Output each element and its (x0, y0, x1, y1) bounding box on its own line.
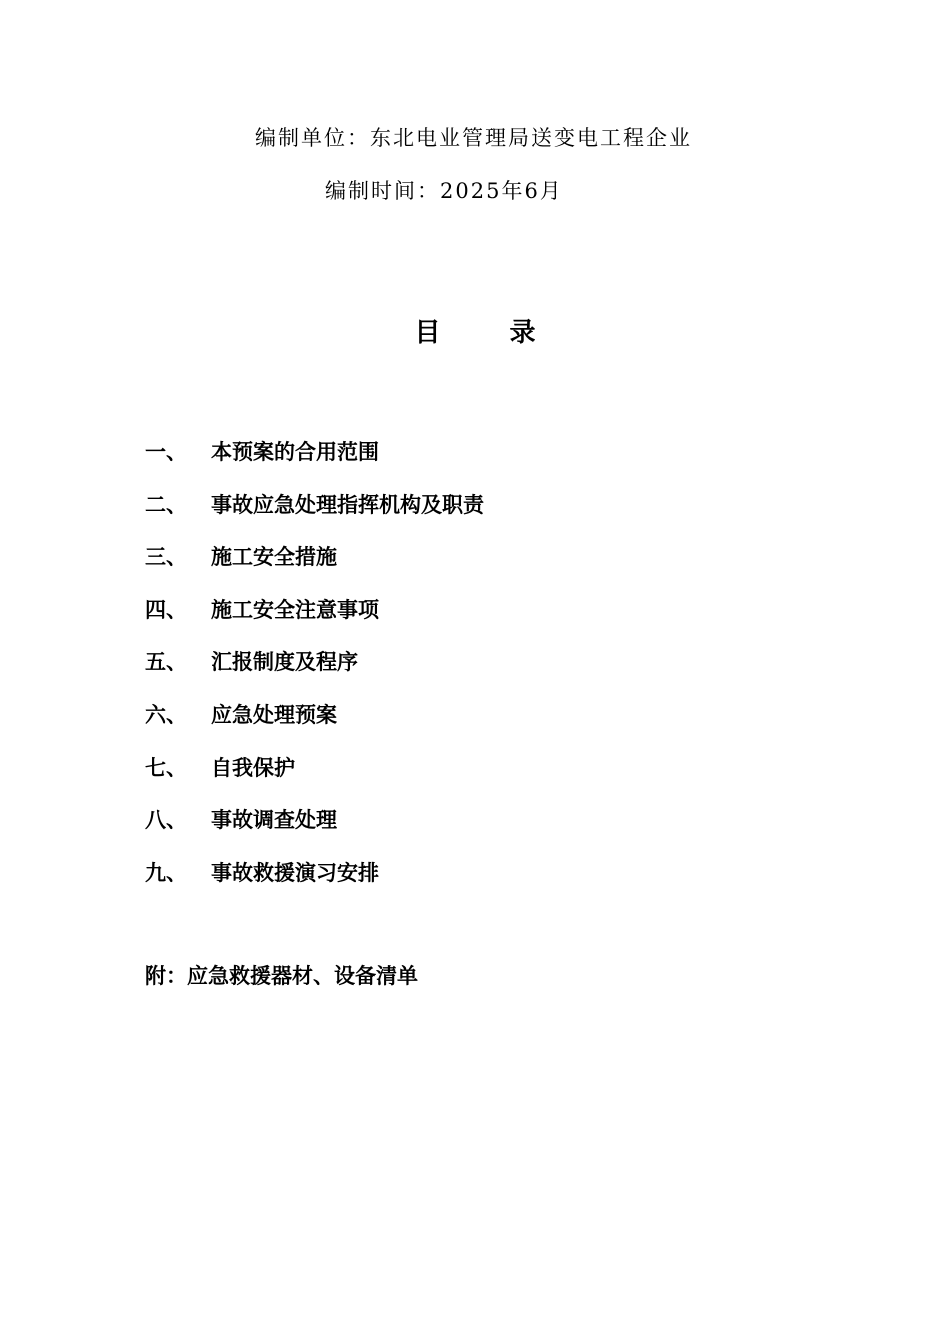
toc-item-title: 汇报制度及程序 (211, 650, 358, 675)
toc-item (145, 752, 484, 805)
toc-item-number: 八、 (145, 808, 187, 833)
toc-item-number: 九、 (145, 860, 187, 885)
toc-title: 目 录 (414, 318, 566, 348)
date-line: 编制时间：2025年6月 (325, 179, 563, 203)
toc-item-title: 施工安全措施 (211, 545, 337, 570)
toc-item (145, 804, 484, 857)
toc-item (145, 857, 484, 910)
toc-item-title: 本预案的合用范围 (211, 440, 379, 464)
toc-item-number: 一、 (145, 440, 187, 464)
toc-item-number: 四、 (145, 597, 187, 622)
toc-item-number: 三、 (145, 545, 187, 570)
toc-item-title: 事故调查处理 (211, 808, 337, 833)
toc-item (145, 699, 484, 752)
toc-item-title: 应急处理预案 (211, 702, 337, 727)
toc-item (145, 646, 484, 699)
appendix-line: 附：应急救援器材、设备清单 (145, 964, 418, 988)
toc-list (145, 436, 484, 909)
toc-item-title: 事故救援演习安排 (211, 860, 379, 885)
toc-item-title: 自我保护 (211, 755, 295, 780)
toc-item-number: 六、 (145, 702, 187, 727)
toc-item (145, 436, 484, 489)
toc-item-number: 五、 (145, 650, 187, 675)
compiler-line: 编制单位：东北电业管理局送变电工程企业 (255, 126, 692, 150)
toc-item-title: 事故应急处理指挥机构及职责 (211, 492, 484, 517)
toc-item-title: 施工安全注意事项 (211, 597, 379, 622)
toc-item (145, 489, 484, 542)
toc-item (145, 541, 484, 594)
toc-item (145, 594, 484, 647)
toc-item-number: 二、 (145, 492, 187, 517)
toc-item-number: 七、 (145, 755, 187, 780)
